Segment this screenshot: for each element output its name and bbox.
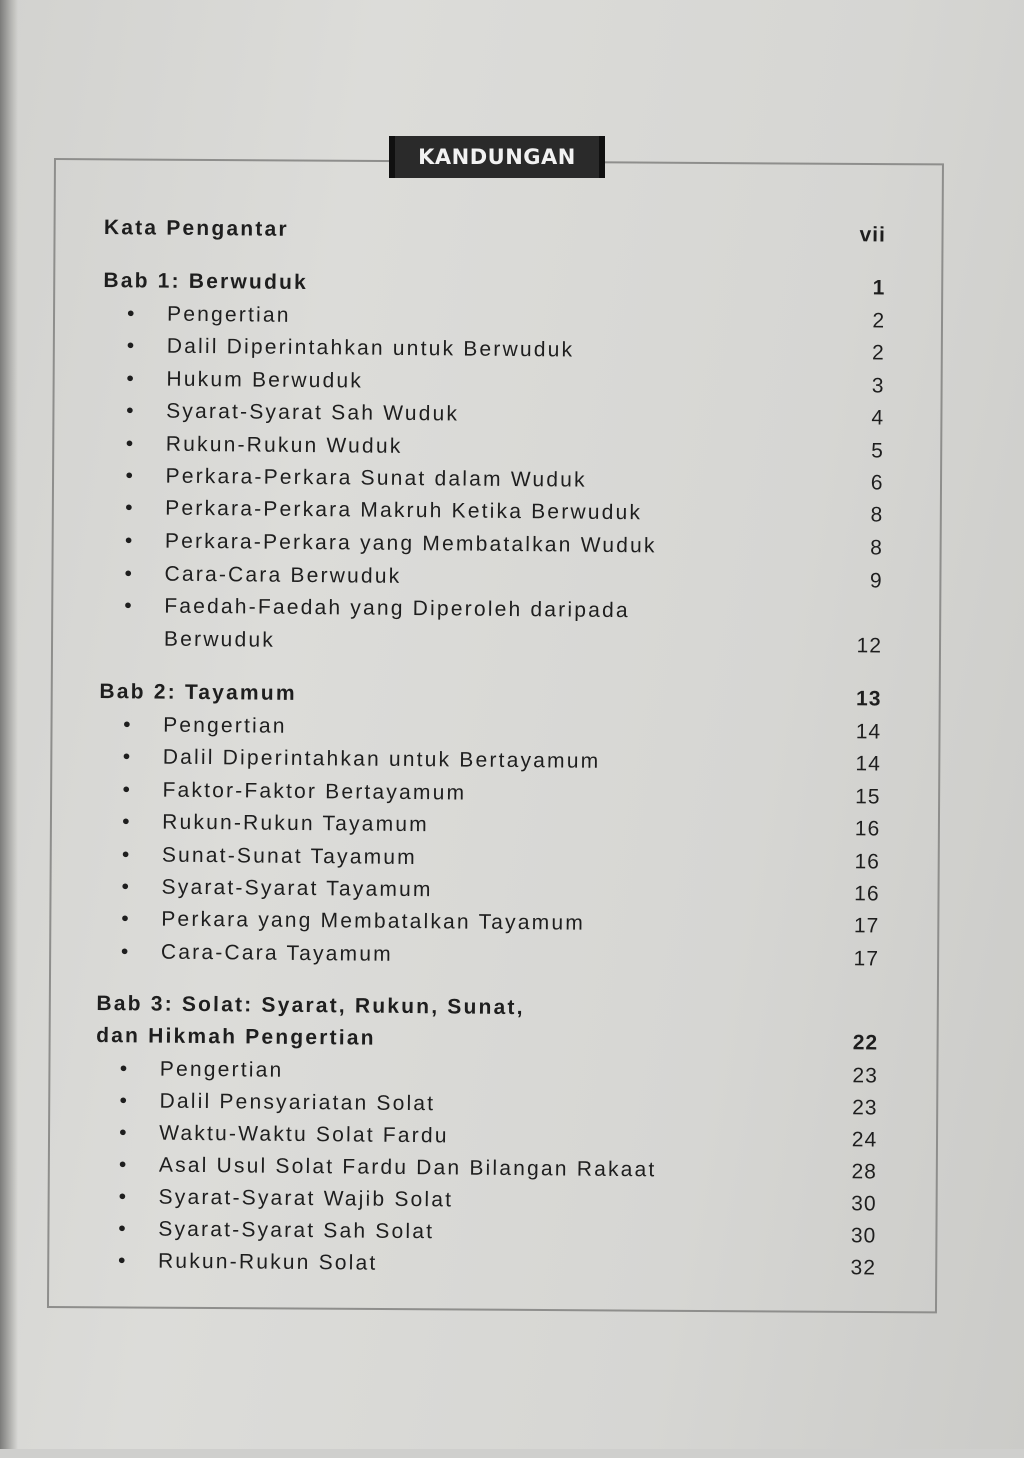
chapter-title: dan Hikmah Pengertian bbox=[96, 1024, 376, 1050]
toc-item-label: Sunat-Sunat Tayamum bbox=[161, 843, 418, 870]
toc-item[interactable] bbox=[97, 936, 879, 976]
toc-page-number: 12 bbox=[856, 634, 883, 658]
toc-item-label: Perkara-Perkara Sunat dalam Wuduk bbox=[165, 464, 587, 492]
toc-page-number: 8 bbox=[870, 536, 883, 560]
toc-item-label: Rukun-Rukun Solat bbox=[157, 1249, 378, 1275]
toc-page-number: 24 bbox=[851, 1128, 878, 1152]
toc-item[interactable] bbox=[94, 1245, 876, 1285]
bullet-icon: • bbox=[118, 1185, 129, 1209]
toc-entry-label: Kata Pengantar bbox=[103, 216, 289, 241]
toc-item-label: Hukum Berwuduk bbox=[166, 367, 364, 393]
bullet-icon: • bbox=[118, 1217, 128, 1241]
toc-page-number: 23 bbox=[852, 1096, 878, 1120]
bullet-icon: • bbox=[126, 302, 137, 326]
toc-item-label: Dalil Diperintahkan untuk Bertayamum bbox=[162, 745, 601, 773]
bullet-icon: • bbox=[117, 1249, 128, 1273]
bullet-icon: • bbox=[124, 529, 135, 553]
toc-page-number: 4 bbox=[871, 406, 885, 430]
bullet-icon: • bbox=[122, 810, 132, 834]
toc-item-label: Rukun-Rukun Tayamum bbox=[162, 810, 430, 837]
bullet-icon: • bbox=[121, 875, 132, 899]
toc-page-number: 13 bbox=[855, 687, 882, 711]
toc-page-number: 30 bbox=[850, 1224, 877, 1248]
toc-entry-preface[interactable] bbox=[104, 212, 886, 252]
bullet-icon: • bbox=[119, 1121, 129, 1145]
toc-page-number: 16 bbox=[854, 817, 881, 841]
toc-item-label: Rukun-Rukun Wuduk bbox=[165, 432, 403, 458]
bullet-icon: • bbox=[118, 1153, 129, 1177]
bullet-icon: • bbox=[126, 334, 137, 358]
toc-item-label: Pengertian bbox=[166, 302, 291, 327]
toc-item-label: Faktor-Faktor Bertayamum bbox=[162, 778, 467, 805]
bullet-icon: • bbox=[122, 745, 133, 769]
toc-page-number: 23 bbox=[852, 1064, 878, 1088]
toc-page-number: 32 bbox=[850, 1256, 877, 1280]
toc-item-label: Syarat-Syarat Tayamum bbox=[161, 875, 433, 902]
toc-page-number: 1 bbox=[872, 276, 886, 300]
bullet-icon: • bbox=[124, 562, 135, 586]
toc-item-label: Syarat-Syarat Sah Wuduk bbox=[166, 399, 460, 426]
toc-item-label: Cara-Cara Tayamum bbox=[160, 940, 393, 966]
toc-item-label: Syarat-Syarat Wajib Solat bbox=[158, 1185, 454, 1212]
toc-page-number: 14 bbox=[855, 752, 881, 776]
bullet-icon: • bbox=[125, 496, 135, 520]
bullet-icon: • bbox=[123, 713, 133, 737]
toc-page-number: 2 bbox=[871, 341, 885, 365]
bullet-icon: • bbox=[121, 843, 132, 867]
toc-page-number: 8 bbox=[870, 503, 884, 527]
toc-page-number: 3 bbox=[871, 374, 885, 398]
toc-page-number: vii bbox=[859, 223, 887, 247]
bullet-icon: • bbox=[125, 464, 136, 488]
toc-item-label: Pengertian bbox=[163, 713, 287, 738]
toc-item-label: Berwuduk bbox=[163, 627, 276, 652]
toc-page-number: 14 bbox=[855, 720, 882, 744]
toc-item-label: Dalil Pensyariatan Solat bbox=[159, 1089, 436, 1116]
toc-item-label: Syarat-Syarat Sah Solat bbox=[158, 1217, 435, 1244]
chapter-title: Bab 1: Berwuduk bbox=[103, 269, 309, 294]
toc-page-number: 16 bbox=[854, 882, 880, 906]
toc-page-number: 22 bbox=[852, 1031, 879, 1055]
chapter-title: Bab 3: Solat: Syarat, Rukun, Sunat, bbox=[96, 992, 525, 1020]
toc-page-number: 28 bbox=[851, 1160, 878, 1184]
toc-page-number: 17 bbox=[853, 914, 880, 938]
bullet-icon: • bbox=[119, 1089, 130, 1113]
toc-item-continuation[interactable] bbox=[100, 623, 882, 663]
toc-page-number: 9 bbox=[869, 569, 883, 593]
toc-item-label: Perkara-Perkara Makruh Ketika Berwuduk bbox=[165, 496, 643, 525]
toc-item-label: Asal Usul Solat Fardu Dan Bilangan Rakaat bbox=[158, 1153, 657, 1182]
bullet-icon: • bbox=[126, 399, 136, 423]
toc-page-number: 16 bbox=[854, 850, 880, 874]
toc-item-label: Dalil Diperintahkan untuk Berwuduk bbox=[166, 334, 575, 362]
toc-item-label: Cara-Cara Berwuduk bbox=[164, 562, 402, 588]
toc-page-number: 30 bbox=[851, 1192, 877, 1216]
toc-item-label: Faedah-Faedah yang Diperoleh daripada bbox=[164, 594, 630, 623]
bullet-icon: • bbox=[124, 594, 134, 618]
bullet-icon: • bbox=[122, 778, 133, 802]
bullet-icon: • bbox=[125, 432, 136, 456]
toc-page-number: 6 bbox=[870, 471, 884, 495]
toc-item-label: Perkara yang Membatalkan Tayamum bbox=[161, 907, 586, 935]
bullet-icon: • bbox=[120, 940, 131, 964]
toc-item-label: Perkara-Perkara yang Membatalkan Wuduk bbox=[164, 529, 657, 558]
toc-page-number: 2 bbox=[872, 309, 886, 333]
toc-item-label: Waktu-Waktu Solat Fardu bbox=[159, 1121, 449, 1148]
toc-page-number: 17 bbox=[853, 947, 880, 971]
contents-heading-text: KANDUNGAN bbox=[418, 145, 576, 169]
toc-page-number: 15 bbox=[855, 785, 881, 809]
toc-page-number: 5 bbox=[871, 439, 884, 463]
bullet-icon: • bbox=[119, 1057, 130, 1081]
bullet-icon: • bbox=[121, 907, 131, 931]
bullet-icon: • bbox=[126, 367, 137, 391]
toc-item-label: Pengertian bbox=[159, 1057, 284, 1082]
chapter-title: Bab 2: Tayamum bbox=[99, 680, 297, 705]
